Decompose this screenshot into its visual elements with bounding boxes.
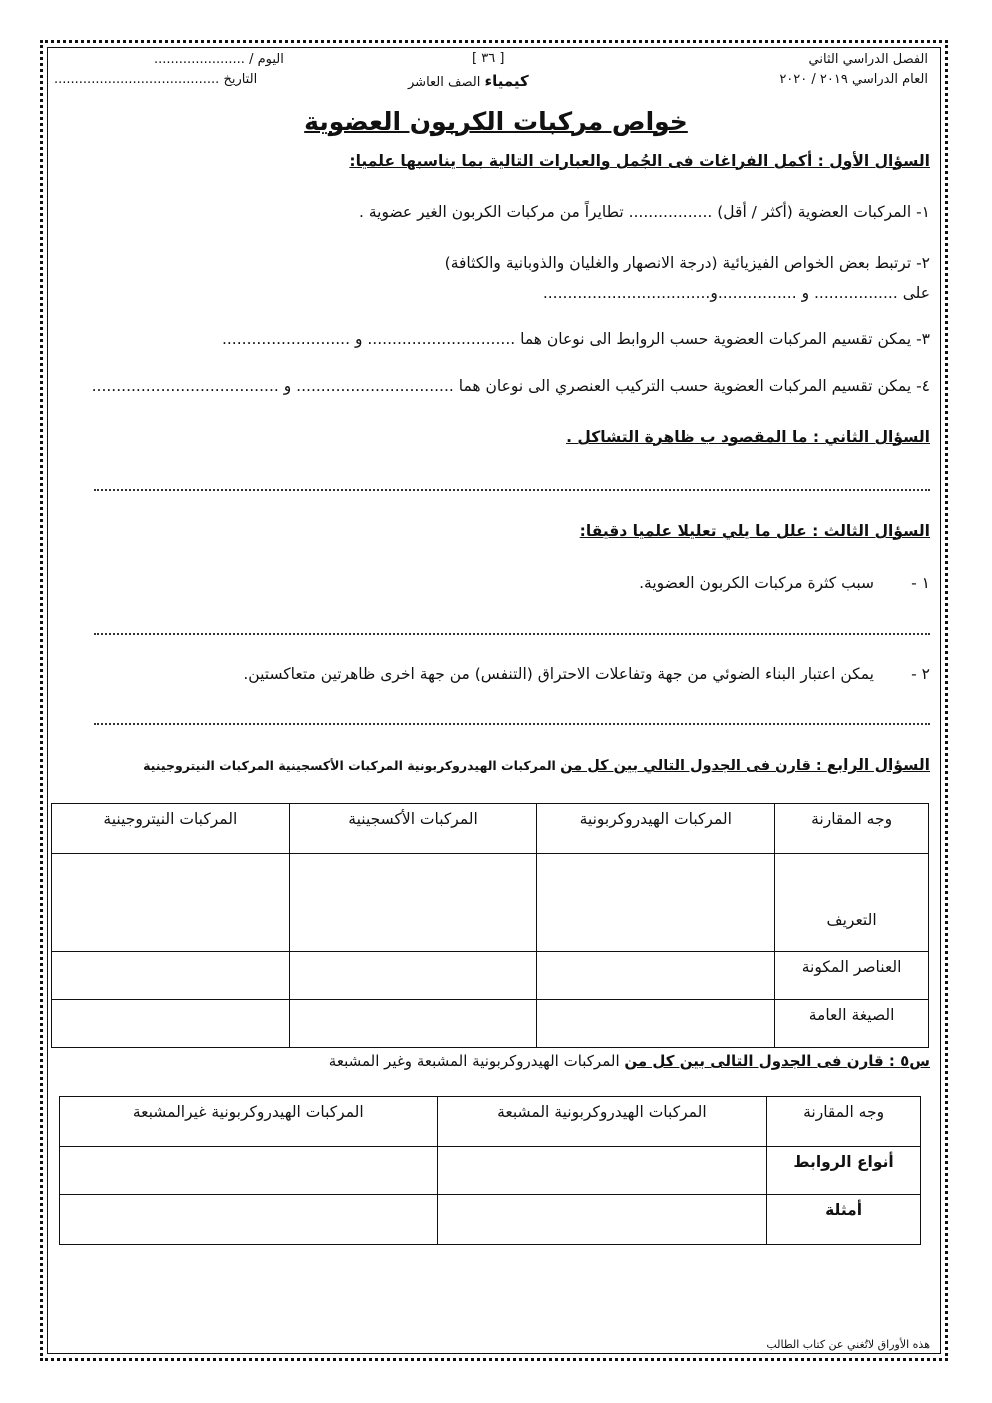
date-dots: ........................................ [54,72,220,87]
q5-row-label-examples: أمثلة [767,1195,921,1245]
q1-heading [349,152,930,170]
date-field [54,72,257,87]
page-title: خواص مركبات الكربون العضوية [304,107,688,136]
q5-row-label-bonds: أنواع الروابط [767,1147,921,1195]
q4-header-aspect: وجه المقارنة [775,804,929,854]
q5-comparison-table [59,1096,921,1245]
q3-heading [580,522,930,540]
q4-text: : قارن فى الجدول التالي بين كل من [560,758,827,774]
subject: كيمياء [484,72,529,90]
day-label: اليوم / [249,52,284,67]
q5-label: س٥ : قارن فى الجدول التالى بين كل من [624,1052,930,1070]
q3-item-1-num: ١ - [911,574,930,592]
q3-answer-line-1[interactable] [94,633,930,635]
q1-item-1: ١- المركبات العضوية (أكثر / أقل) ................. تطايراً من مركبات الكربون الغير عضوية . [359,203,930,221]
q2-label: السؤال الثاني [824,428,930,446]
q4-row-definition [52,854,929,952]
q5-cell[interactable] [437,1195,767,1245]
q5-tail: المركبات الهيدروكربونية المشبعة وغير المشبعة [328,1052,625,1070]
q2-heading [566,428,930,446]
q3-item-1: سبب كثرة مركبات الكربون العضوية. [639,574,874,592]
q4-heading [143,756,930,774]
q1-item-4: ٤- يمكن تقسيم المركبات العضوية حسب التركيب العنصري الى نوعان هما ................................ و ...................................... [91,377,930,395]
q4-cell[interactable] [52,854,290,952]
q4-cell[interactable] [537,952,775,1000]
semester: الفصل الدراسي الثاني [808,52,928,67]
q4-tail: المركبات الهيدروكربونية المركبات الأكسجينية المركبات النيتروجينية [143,758,561,773]
q4-cell[interactable] [52,952,290,1000]
q4-cell[interactable] [289,952,537,1000]
q5-header-aspect: وجه المقارنة [767,1097,921,1147]
subject-grade [408,72,529,90]
q5-table-header-row [60,1097,921,1147]
q4-cell[interactable] [537,1000,775,1048]
q3-answer-line-2[interactable] [94,723,930,725]
grade: الصف العاشر [408,75,481,90]
q2-text: : ما المقصود ب ظاهرة التشاكل . [566,428,825,446]
q3-item-2: يمكن اعتبار البناء الضوئي من جهة وتفاعلات الاحتراق (التنفس) من جهة اخرى ظاهرتين متعاكستين. [243,665,874,683]
q4-header-nitrogen: المركبات النيتروجينية [52,804,290,854]
q4-cell[interactable] [289,854,537,952]
day-field [154,52,284,67]
q4-header-oxygen: المركبات الأكسجينية [289,804,537,854]
q1-item-3: ٣- يمكن تقسيم المركبات العضوية حسب الروابط الى نوعان هما .............................. و .......................... [221,330,930,348]
q4-label: السؤال الرابع [826,756,930,774]
q1-label: السؤال الأول [829,152,930,170]
q3-text: : علل ما يلي تعليلا علميا دقيقا: [579,522,824,540]
q4-cell[interactable] [52,1000,290,1048]
page-number: [ ٣٦ ] [472,51,505,66]
q4-row-label-elements: العناصر المكونة [775,952,929,1000]
q4-cell[interactable] [289,1000,537,1048]
q3-label: السؤال الثالث [823,522,930,540]
q4-header-hydrocarbons: المركبات الهيدروكربونية [537,804,775,854]
q1-item-2-line-1: ٢- ترتبط بعض الخواص الفيزيائية (درجة الانصهار والغليان والذوبانية والكثافة) [444,254,930,272]
q5-header-unsaturated: المركبات الهيدروكربونية غيرالمشبعة [60,1097,438,1147]
q5-cell[interactable] [60,1195,438,1245]
date-label: التاريخ [223,72,258,87]
q3-item-2-num: ٢ - [911,665,930,683]
q4-row-elements [52,952,929,1000]
q5-row-examples [60,1195,921,1245]
q5-row-bonds [60,1147,921,1195]
q4-comparison-table [51,803,929,1048]
q1-item-2-line-2: على ................. و ................و.................................. [542,284,930,302]
footer-note: هذه الأوراق لاتُغني عن كتاب الطالب [766,1338,930,1351]
q2-answer-line[interactable] [94,489,930,491]
q4-row-formula [52,1000,929,1048]
q5-header-saturated: المركبات الهيدروكربونية المشبعة [437,1097,767,1147]
day-dots: ...................... [154,52,245,67]
q4-cell[interactable] [537,854,775,952]
q5-cell[interactable] [60,1147,438,1195]
q4-row-label-definition: التعريف [775,854,929,952]
q4-table-header-row [52,804,929,854]
q1-text: : أكمل الفراغات فى الجُمل والعبارات التالية بما يناسبها علميا: [349,152,830,170]
q5-heading [329,1052,930,1070]
q5-cell[interactable] [437,1147,767,1195]
academic-year: العام الدراسي ٢٠١٩ / ٢٠٢٠ [779,72,928,87]
q4-row-label-formula: الصيغة العامة [775,1000,929,1048]
